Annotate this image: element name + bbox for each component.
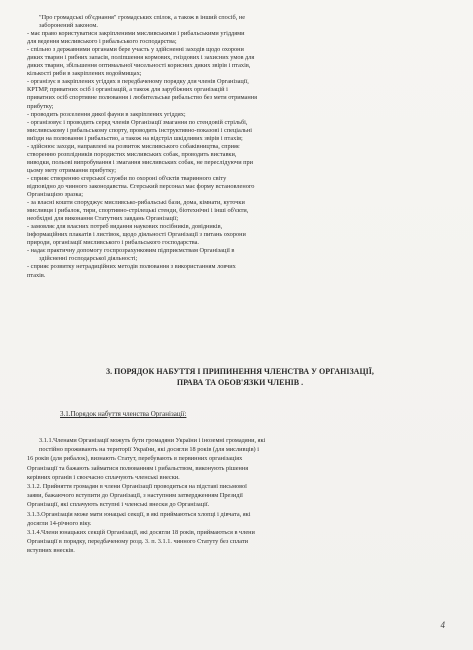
- text-line: диких тварин і рибних запасів, поліпшення кормових, гніздових і захисних умов для: [27, 54, 255, 62]
- text-line: - сприяє розвитку нетрадиційних методів полювання з використанням ловчих: [27, 263, 236, 271]
- text-line: Організації та бажають займатися полюванням і рибальством, виконують рішення: [27, 464, 249, 472]
- text-line: - організує в закріплених угіддях в передбаченому порядку для членів Організації,: [27, 78, 249, 86]
- text-line: 16 років (для рибалок), визнають Статут, перебувають в первинних організаціях: [27, 455, 243, 463]
- text-line: заборонений законом.: [39, 22, 98, 30]
- top-text-block: [27, 14, 445, 280]
- section-heading: [40, 366, 440, 388]
- text-line: 3.1.3.Організація може мати юнацькі секції, в які приймаються хлопці і дівчата, які: [27, 510, 251, 518]
- text-line: птахів.: [27, 271, 46, 279]
- text-line: - здійснює заходи, направлені на розвиток мисливського собаківництва, сприяє: [27, 142, 240, 150]
- bottom-text-block: [27, 436, 445, 556]
- section-heading-line-1: 3. ПОРЯДОК НАБУТТЯ І ПРИПИНЕННЯ ЧЛЕНСТВА У ОРГАНІЗАЦІЇ,: [106, 367, 374, 376]
- text-line: - проводить розселення дикої фауни в закріплених угіддях;: [27, 110, 186, 118]
- text-line: заяви, бажаючого вступити до Організації, з наступним затвердженням Президії: [27, 492, 243, 500]
- text-line: 3.1.1.Членами Організації можуть бути громадяни України і іноземні громадяни, які: [39, 437, 266, 444]
- text-line: прибутку;: [27, 102, 54, 110]
- text-line: - організовує і проводить серед членів Організації змагання по стендовій стрільбі,: [27, 118, 248, 126]
- text-line: природи, організації мисливського і рибальського господарства.: [27, 239, 199, 247]
- text-line: здійсненні господарської діяльності;: [39, 255, 138, 263]
- text-line: створенню розплідників породистих мисливських собак, проводить виставки,: [27, 150, 237, 158]
- text-line: інформаційних плакатів і листівок, щодо діяльності Організації з питань охорони: [27, 231, 246, 239]
- text-line: - має право користуватися закріпленими мисливськими і рибальськими угіддями: [27, 30, 245, 38]
- text-line: постійно проживають на території України, які досягли 18 років (для мисливців) і: [39, 446, 259, 454]
- text-line: - спільно з державними органами бере участь у здійсненні заходів щодо охорони: [27, 46, 244, 54]
- section-heading-line-2: ПРАВА ТА ОБОВ'ЯЗКИ ЧЛЕНІВ .: [176, 378, 304, 387]
- text-line: мисливця і рибалок, тири, спортивно-стрілецькі стенди, біотехнічні і інші об'єкти,: [27, 207, 249, 215]
- text-line: кількості риби в закріплених водоймищах;: [27, 70, 142, 78]
- text-line: керівних органів і своєчасно сплачують членські внески.: [27, 473, 180, 481]
- text-line: 3.1.2. Прийняття громадян в члени Організації проводиться на підставі письмової: [27, 483, 247, 491]
- text-line: відповідно до чинного законодавства. Єгерський персонал має форму встановленого: [27, 182, 255, 190]
- text-line: мисливському і рибальському спорту, проводить інструктивно-показові і спеціальні: [27, 126, 253, 134]
- text-line: "Про громадські об'єднання" громадських спілок, а також в інший спосіб, не: [39, 14, 246, 21]
- text-line: КРТМР, приватних осіб і організацій, а також для зарубіжних організацій і: [27, 86, 228, 94]
- text-line: - за власні кошти споруджує мисливсько-рибальські бази, дома, кімнати, куточки: [27, 199, 245, 207]
- text-line: приватних осіб спортивне полювання і любительське рибальство без мети отримання: [27, 94, 257, 102]
- text-line: Організацією зразка;: [27, 191, 84, 199]
- text-line: - сприяє створенню єгерської служби по охороні об'єктів тваринного світу: [27, 174, 227, 182]
- text-line: виїзди на полювання і рибальство, а також на відстріл шкідливих звірів і птахів;: [27, 134, 243, 142]
- text-line: - надає практичну допомогу госпрозрахунковим підприємствам Організації в: [27, 247, 235, 255]
- text-line: досягли 14-річного віку.: [27, 519, 92, 527]
- text-line: Організації, які сплачують вступні і членські внески до Організації.: [27, 501, 210, 509]
- page-number: 4: [440, 620, 445, 630]
- text-line: Організації в порядку, передбаченому розд. 3. п. 3.1.1. чинного Статуту без сплати: [27, 538, 248, 546]
- text-line: необхідні для виконання Статутних завдань Організації;: [27, 215, 179, 223]
- text-line: вступних внесків.: [27, 547, 75, 555]
- text-line: - замовляє для власних потреб видання наукових посібників, довідників,: [27, 223, 223, 231]
- text-line: диких тварин, збільшення оптимальної чисельності корисних диких звірів і птахів,: [27, 62, 251, 70]
- text-line: для ведення мисливського і рибальського господарства;: [27, 38, 177, 46]
- text-line: цьому мету отримання прибутку;: [27, 166, 117, 174]
- subsection-title: 3.1.Порядок набуття членства Організації:: [60, 410, 187, 418]
- text-line: виводки, польові випробування і змагання мисливських собак, не переслідуючи при: [27, 158, 254, 166]
- text-line: 3.1.4.Члени юнацьких секцій Організації, які досягли 18 років, приймаються в члени: [27, 529, 255, 537]
